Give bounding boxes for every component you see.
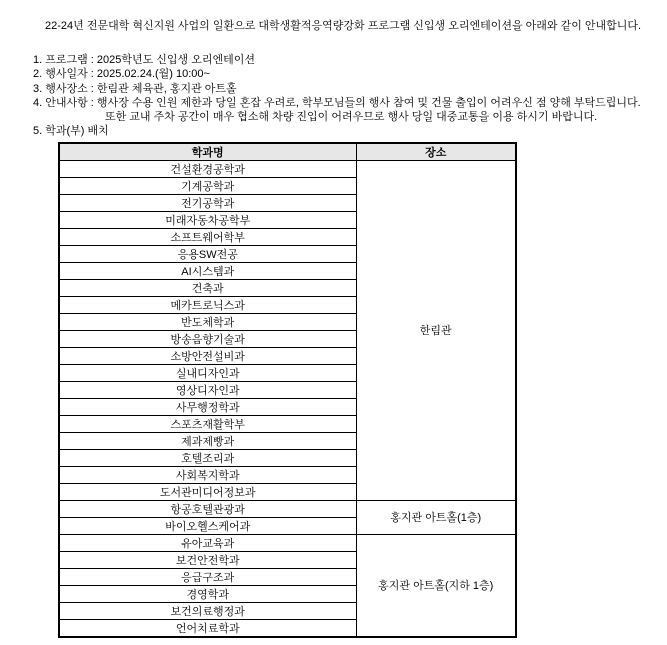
department-cell: 소방안전설비과	[59, 347, 356, 364]
department-cell: 건설환경공학과	[59, 160, 356, 177]
table-row	[59, 500, 516, 517]
department-cell: 사무행정학과	[59, 398, 356, 415]
location-cell: 한림관	[356, 160, 516, 500]
intro-text: 22-24년 전문대학 혁신지원 사업의 일환으로 대학생활적응역량강화 프로그램 신입생 오리엔테이션을 아래와 같이 안내합니다.	[45, 20, 642, 32]
notice-item-program: 1. 프로그램 : 2025학년도 신입생 오리엔테이션	[33, 54, 255, 66]
notice-item-guidance-continuation: 또한 교내 주차 공간이 매우 협소해 차량 진입이 어려우므로 행사 당일 대중교통을 이용 하시기 바랍니다.	[105, 111, 598, 124]
department-cell: 제과제빵과	[59, 432, 356, 449]
department-cell: 보건의료행정과	[59, 602, 356, 619]
department-cell: 항공호텔관광과	[59, 500, 356, 517]
department-cell: 바이오헬스케어과	[59, 517, 356, 534]
table-header-row	[59, 143, 516, 161]
department-cell: 언어치료학과	[59, 619, 356, 637]
department-cell: AI시스템과	[59, 262, 356, 279]
department-cell: 영상디자인과	[59, 381, 356, 398]
table-row	[59, 534, 516, 551]
table-header-location: 장소	[356, 143, 516, 161]
department-cell: 응급구조과	[59, 568, 356, 585]
notice-item-date: 2. 행사일자 : 2025.02.24.(월) 10:00~	[33, 68, 210, 81]
department-cell: 호텔조리과	[59, 449, 356, 466]
department-cell: 경영학과	[59, 585, 356, 602]
department-cell: 스포츠재활학부	[59, 415, 356, 432]
location-cell: 홍지관 아트홀(지하 1층)	[356, 534, 516, 637]
notice-list	[33, 53, 667, 139]
department-cell: 기계공학과	[59, 177, 356, 194]
table-row	[59, 160, 516, 177]
department-cell: 보건안전학과	[59, 551, 356, 568]
notice-item-place: 3. 행사장소 : 한림관 체육관, 홍지관 아트홀	[33, 82, 237, 95]
department-cell: 건축과	[59, 279, 356, 296]
department-cell: 메카트로닉스과	[59, 296, 356, 313]
department-cell: 반도체학과	[59, 313, 356, 330]
department-cell: 응용SW전공	[59, 245, 356, 262]
department-cell: 사회복지학과	[59, 466, 356, 483]
document-page	[0, 20, 667, 645]
department-cell: 소프트웨어학부	[59, 228, 356, 245]
department-assignment-table	[58, 142, 517, 638]
notice-item-guidance: 4. 안내사항 : 행사장 수용 인원 제한과 당일 혼잡 우려로, 학부모님들의 행사 참여 및 건물 출입이 어려우신 점 양해 부탁드립니다.	[33, 96, 641, 109]
table-header-department: 학과명	[59, 143, 356, 161]
notice-item-assignment-title: 5. 학과(부) 배치	[33, 125, 109, 138]
department-cell: 도서관미디어정보과	[59, 483, 356, 500]
department-cell: 유아교육과	[59, 534, 356, 551]
department-cell: 실내디자인과	[59, 364, 356, 381]
department-cell: 미래자동차공학부	[59, 211, 356, 228]
department-cell: 전기공학과	[59, 194, 356, 211]
department-cell: 방송음향기술과	[59, 330, 356, 347]
location-cell: 홍지관 아트홀(1층)	[356, 500, 516, 534]
